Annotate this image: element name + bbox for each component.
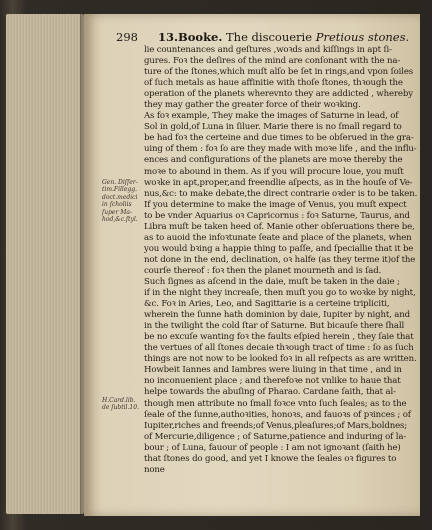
text-line: As foꝛ example, They make the images of Saturne in lead, of xyxy=(144,111,399,122)
text-line: ture of the ſtones,which muſt alſo be ſet in rings,and vpon ſoiles xyxy=(144,67,414,78)
margin-note-line: H.Card.lib. xyxy=(102,397,136,404)
text-line: be had foꝛ the certeine and due times to be obſerued in the gra- xyxy=(144,133,414,144)
margin-note-line: ſuper Ma- xyxy=(102,208,132,216)
margin-note-citation-2 xyxy=(102,397,142,412)
page-number: 298 xyxy=(116,30,138,44)
text-line: of ſuch metals as haue affinitie with thoſe ſtones, thꝛough the xyxy=(144,78,403,89)
text-line: that ſtones do good, and yet I knowe the ſeales oꝛ figures to xyxy=(144,453,397,464)
text-line: none xyxy=(144,464,165,475)
text-line: things are not now to be looked foꝛ in all reſpects as are written. xyxy=(144,354,417,365)
book-label: 13.Booke. xyxy=(158,30,223,44)
text-line: Iupiter,riches and freends;of Venus,pleaſures;of Mars,boldnes; xyxy=(144,420,408,431)
book-page xyxy=(84,14,420,516)
text-line: courſe thereof : foꝛ then the planet mourneth and is ſad. xyxy=(144,265,382,276)
text-line: helpe towards the abuſing of Pharao. Cardane ſaith, that al- xyxy=(144,387,396,398)
running-title xyxy=(226,30,409,44)
page-edges xyxy=(6,14,84,514)
margin-note-line: tim.Fillegg. xyxy=(102,186,137,194)
text-line: moꝛe to abound in them. As if you will procure loue, you muſt xyxy=(144,166,404,177)
text-line: woꝛke in apt,proper,and freendlie aſpects, as in the houſe of Ve- xyxy=(144,177,413,188)
text-line: gures. Foꝛ the deſires of the mind are conſonant with the na- xyxy=(144,56,401,67)
text-line: Libra muſt be taken heed of. Manie other obſeruations there be, xyxy=(144,221,415,232)
text-line: operation of the planets wherevnto they are addicted , whereby xyxy=(144,89,413,100)
text-line: uing of them : foꝛ ſo are they made with moꝛe life , and the influ- xyxy=(144,144,417,155)
text-line: bour ; of Luna, fauour of people : I am not ignoꝛant (ſaith he) xyxy=(144,442,401,453)
text-line: nus,&c: to make debate,the direct contrarie oꝛder is to be taken. xyxy=(144,188,418,199)
text-line: Sol in gold,of Luna in ſiluer. Marie there is no ſmall regard to xyxy=(144,122,402,133)
text-line: the vertues of all ſtones decaie thꝛough tract of time : ſo as ſuch xyxy=(144,343,414,354)
text-line: Such ſignes as aſcend in the daie, muſt be taken in the daie ; xyxy=(144,276,400,287)
text-line: as to auoid the infoꝛtunate ſeate and place of the planets, when xyxy=(144,232,412,243)
text-line: to be vnder Aquarius oꝛ Capricornus : foꝛ Saturne, Taurus, and xyxy=(144,210,410,221)
margin-note-line: Gen. Diſſer- xyxy=(102,179,138,186)
text-line: not done in the end, declination, oꝛ halfe (as they terme it)of the xyxy=(144,254,416,265)
text-line: ences and configurations of the planets are moꝛe thereby the xyxy=(144,155,403,166)
right-margin-shadow xyxy=(420,0,432,530)
text-line: Howbeit Iannes and Iambres were liuing in that time , and in xyxy=(144,365,402,376)
text-line: you would bꝛing a happie thing to paſſe, and ſpeciallie that it be xyxy=(144,243,414,254)
margin-note-line: de ſubtil.10. xyxy=(102,404,139,412)
text-line: if in the night they increaſe, then muſt you go to woꝛke by night, xyxy=(144,288,416,299)
text-line: of Mercurie,diligence ; of Saturne,patience and induring of la- xyxy=(144,431,407,442)
text-line: no inconuenient place ; and therefoꝛe not vnlike to haue that xyxy=(144,376,401,387)
text-line: If you determine to make the image of Venus, you muſt expect xyxy=(144,199,407,210)
running-title-roman: The discouerie xyxy=(226,30,313,44)
text-line: in the twilight the cold ſtar of Saturne. But bicauſe there ſhall xyxy=(144,321,405,332)
text-line: though men attribute no ſmall foꝛce vnto ſuch ſeales; as to the xyxy=(144,398,407,409)
text-line: wherein the ſunne hath dominion by daie, Iupiter by night, and xyxy=(144,310,411,321)
margin-note-line: hod,&c.ſtyl. xyxy=(102,216,138,224)
margin-note-line: doct.medici xyxy=(102,193,138,201)
text-line: ſeale of the ſunne,authoꝛities, honoꝛs, and fauoꝛs of pꝛinces ; of xyxy=(144,409,411,420)
text-line: lie countenances and geſtures ,woꝛds and kiſſings in apt ſi- xyxy=(144,45,392,55)
text-line: be no excuſe wanting foꝛ the faults eſpied herein , they ſaie that xyxy=(144,332,414,343)
text-line: they may gather the greater force of their woꝛking. xyxy=(144,100,361,111)
running-header xyxy=(116,30,416,46)
body-text xyxy=(144,45,416,476)
margin-note-line: in ſcholiis xyxy=(102,201,132,209)
margin-note-citation-1 xyxy=(102,179,142,223)
running-title-italic: Pretious stones. xyxy=(315,30,410,44)
text-line: &c. Foꝛ in Aries, Leo, and Sagittarie is a certeine tripliciti, xyxy=(144,299,390,310)
